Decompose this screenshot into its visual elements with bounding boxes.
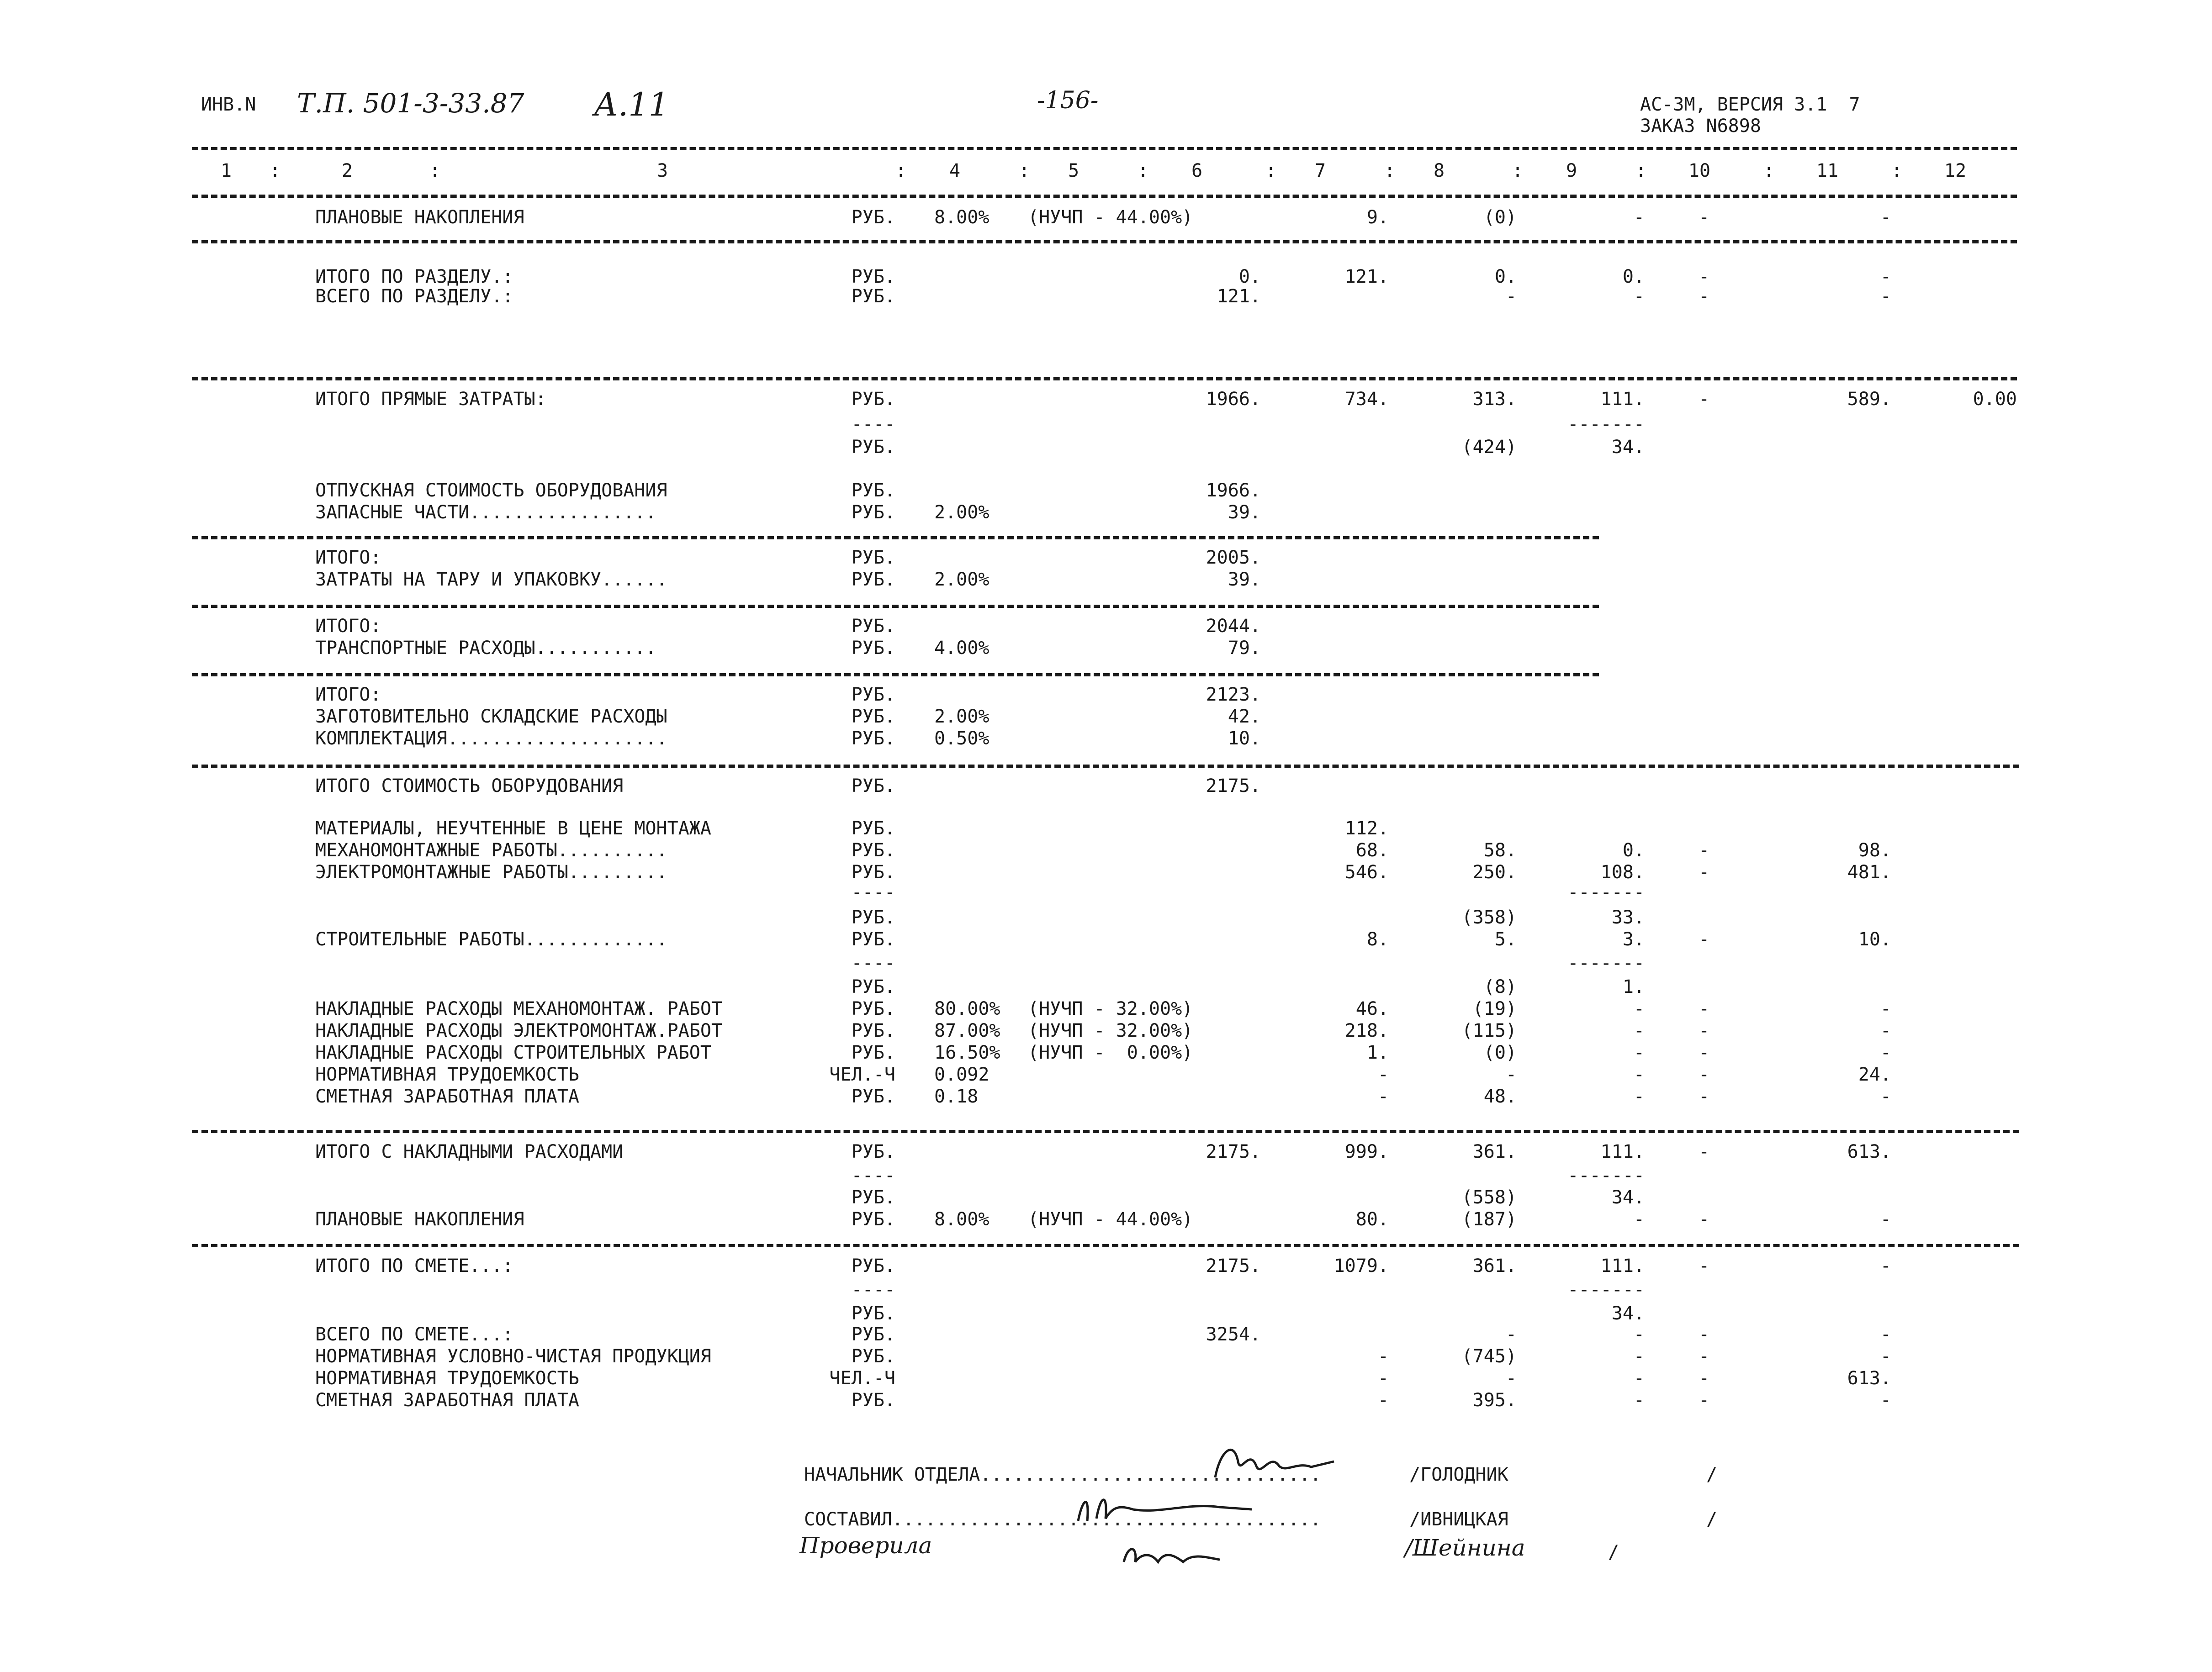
row-percent: 0.092: [934, 1064, 990, 1085]
checked-by-label: Проверила: [799, 1532, 932, 1559]
row-col11-value: 481.: [1847, 862, 1891, 883]
order-number: ЗАКАЗ N6898: [1640, 116, 1761, 137]
row-col9-value: -------: [1567, 1279, 1645, 1300]
column-header-5: 5: [1068, 160, 1080, 181]
row-col11-value: 613.: [1847, 1141, 1891, 1162]
row-unit: РУБ.: [851, 1303, 895, 1324]
row-col11-value: 10.: [1858, 929, 1891, 950]
row-col8-value: 0.: [1494, 266, 1517, 287]
column-header-12: 12: [1944, 160, 1967, 181]
column-separator: :: [895, 160, 907, 181]
row-col9-value: -: [1633, 207, 1645, 228]
row-col11-value: -: [1880, 998, 1891, 1019]
row-unit: РУБ.: [851, 1042, 895, 1063]
column-separator: :: [1138, 160, 1149, 181]
row-col10-value: -: [1698, 1368, 1710, 1389]
row-col8-value: -: [1505, 1368, 1517, 1389]
row-col7-value: -: [1377, 1064, 1389, 1085]
row-col9-value: -------: [1567, 953, 1645, 974]
row-col10-value: -: [1698, 1209, 1710, 1230]
row-col9-value: 34.: [1611, 437, 1645, 458]
section-separator: [192, 605, 1599, 608]
row-label: ЭЛЕКТРОМОНТАЖНЫЕ РАБОТЫ.........: [315, 862, 667, 883]
row-col10-value: -: [1698, 1064, 1710, 1085]
head-of-department-line: НАЧАЛЬНИК ОТДЕЛА...............................: [804, 1464, 1321, 1485]
row-unit: РУБ.: [851, 266, 895, 287]
checked-by-name: /Шейнина: [1405, 1535, 1525, 1561]
row-label: ЗАПАСНЫЕ ЧАСТИ.................: [315, 502, 656, 523]
column-separator: :: [1019, 160, 1030, 181]
row-col9-value: -: [1633, 1086, 1645, 1107]
column-separator: :: [1384, 160, 1396, 181]
row-col6-value: 0.: [1238, 266, 1261, 287]
row-col6-value: 2175.: [1206, 1141, 1261, 1162]
row-col6-value: 1966.: [1206, 480, 1261, 501]
row-col6-value: 10.: [1228, 728, 1261, 749]
row-col11-value: 98.: [1858, 840, 1891, 861]
row-col6-value: 79.: [1228, 638, 1261, 659]
row-unit: РУБ.: [851, 437, 895, 458]
row-col8-value: (745): [1461, 1346, 1517, 1367]
row-label: ИТОГО ПРЯМЫЕ ЗАТРАТЫ:: [315, 389, 546, 410]
row-unit: ----: [851, 1165, 895, 1186]
row-col11-value: 589.: [1847, 389, 1891, 410]
row-basis: (НУЧП - 44.00%): [1028, 207, 1193, 228]
row-col6-value: 39.: [1228, 569, 1261, 590]
row-col6-value: 121.: [1217, 286, 1261, 307]
row-label: ИТОГО:: [315, 684, 381, 705]
row-col8-value: (0): [1483, 207, 1517, 228]
row-col8-value: 395.: [1472, 1390, 1517, 1411]
row-basis: (НУЧП - 44.00%): [1028, 1209, 1193, 1230]
column-header-10: 10: [1688, 160, 1711, 181]
row-col9-value: -: [1633, 1324, 1645, 1345]
row-col10-value: -: [1698, 266, 1710, 287]
row-label: НАКЛАДНЫЕ РАСХОДЫ СТРОИТЕЛЬНЫХ РАБОТ: [315, 1042, 711, 1063]
row-unit: ----: [851, 953, 895, 974]
row-col11-value: 24.: [1858, 1064, 1891, 1085]
row-col10-value: -: [1698, 286, 1710, 307]
row-col7-value: 1079.: [1334, 1255, 1389, 1276]
column-separator: :: [1265, 160, 1277, 181]
header-rule-bottom: [192, 195, 2017, 198]
row-col10-value: -: [1698, 1042, 1710, 1063]
row-percent: 8.00%: [934, 1209, 990, 1230]
row-col6-value: 2175.: [1206, 775, 1261, 796]
section-separator: [192, 765, 2019, 768]
row-label: ИТОГО ПО РАЗДЕЛУ.:: [315, 266, 513, 287]
row-unit: РУБ.: [851, 1020, 895, 1041]
row-col8-value: 58.: [1483, 840, 1517, 861]
row-col8-value: -: [1505, 1324, 1517, 1345]
column-separator: :: [270, 160, 281, 181]
column-header-9: 9: [1566, 160, 1577, 181]
row-col8-value: (187): [1461, 1209, 1517, 1230]
compiled-by-name: /ИВНИЦКАЯ: [1409, 1509, 1508, 1530]
row-col8-value: 361.: [1472, 1141, 1517, 1162]
row-col9-value: 111.: [1600, 1141, 1645, 1162]
row-percent: 0.50%: [934, 728, 990, 749]
row-col9-value: 0.: [1622, 840, 1645, 861]
row-col10-value: -: [1698, 1255, 1710, 1276]
row-col11-value: -: [1880, 286, 1891, 307]
row-col9-value: -------: [1567, 414, 1645, 435]
row-col10-value: -: [1698, 1346, 1710, 1367]
row-unit: ЧЕЛ.-Ч: [829, 1064, 895, 1085]
row-percent: 87.00%: [934, 1020, 1000, 1041]
row-basis: (НУЧП - 32.00%): [1028, 1020, 1193, 1041]
row-col11-value: -: [1880, 1324, 1891, 1345]
row-col9-value: -: [1633, 286, 1645, 307]
row-col6-value: 2175.: [1206, 1255, 1261, 1276]
row-col9-value: -: [1633, 1390, 1645, 1411]
column-separator: :: [1512, 160, 1524, 181]
row-col10-value: -: [1698, 1324, 1710, 1345]
row-col7-value: -: [1377, 1086, 1389, 1107]
row-col8-value: (0): [1483, 1042, 1517, 1063]
row-label: СМЕТНАЯ ЗАРАБОТНАЯ ПЛАТА: [315, 1086, 579, 1107]
row-col7-value: 546.: [1344, 862, 1389, 883]
row-label: ПЛАНОВЫЕ НАКОПЛЕНИЯ: [315, 1209, 524, 1230]
row-col11-value: -: [1880, 1042, 1891, 1063]
row-col9-value: 108.: [1600, 862, 1645, 883]
row-basis: (НУЧП - 32.00%): [1028, 998, 1193, 1019]
row-label: ИТОГО:: [315, 547, 381, 568]
section-separator: [192, 377, 2017, 380]
row-col8-value: -: [1505, 1064, 1517, 1085]
row-label: ЗАГОТОВИТЕЛЬНО СКЛАДСКИЕ РАСХОДЫ: [315, 706, 667, 727]
row-unit: РУБ.: [851, 502, 895, 523]
section-separator: [192, 240, 2017, 243]
row-unit: РУБ.: [851, 1390, 895, 1411]
row-col6-value: 39.: [1228, 502, 1261, 523]
row-col8-value: (424): [1461, 437, 1517, 458]
row-col7-value: -: [1377, 1346, 1389, 1367]
row-basis: (НУЧП - 0.00%): [1028, 1042, 1193, 1063]
row-col11-value: -: [1880, 1086, 1891, 1107]
row-col10-value: -: [1698, 998, 1710, 1019]
row-unit: ----: [851, 414, 895, 435]
row-unit: РУБ.: [851, 638, 895, 659]
row-col9-value: 111.: [1600, 389, 1645, 410]
row-col8-value: (115): [1461, 1020, 1517, 1041]
row-unit: РУБ.: [851, 547, 895, 568]
row-col8-value: (19): [1472, 998, 1517, 1019]
row-label: ИТОГО СТОИМОСТЬ ОБОРУДОВАНИЯ: [315, 775, 624, 796]
row-col8-value: (558): [1461, 1187, 1517, 1208]
row-percent: 2.00%: [934, 502, 990, 523]
row-col10-value: -: [1698, 1390, 1710, 1411]
row-col9-value: 34.: [1611, 1303, 1645, 1324]
row-unit: РУБ.: [851, 569, 895, 590]
compiled-slash: /: [1706, 1509, 1718, 1530]
row-col9-value: 1.: [1622, 976, 1645, 997]
album-number: А.11: [594, 86, 669, 123]
row-col8-value: 361.: [1472, 1255, 1517, 1276]
row-col9-value: 111.: [1600, 1255, 1645, 1276]
row-col7-value: 68.: [1355, 840, 1389, 861]
row-label: СТРОИТЕЛЬНЫЕ РАБОТЫ.............: [315, 929, 667, 950]
row-col8-value: -: [1505, 286, 1517, 307]
row-percent: 0.18: [934, 1086, 979, 1107]
row-percent: 4.00%: [934, 638, 990, 659]
row-label: СМЕТНАЯ ЗАРАБОТНАЯ ПЛАТА: [315, 1390, 579, 1411]
row-col9-value: -------: [1567, 1165, 1645, 1186]
row-unit: РУБ.: [851, 616, 895, 637]
row-col9-value: -: [1633, 998, 1645, 1019]
row-unit: РУБ.: [851, 1255, 895, 1276]
row-unit: РУБ.: [851, 818, 895, 839]
row-unit: РУБ.: [851, 1187, 895, 1208]
section-separator: [192, 1244, 2019, 1247]
row-col9-value: -: [1633, 1064, 1645, 1085]
row-col9-value: 33.: [1611, 907, 1645, 928]
row-unit: РУБ.: [851, 1346, 895, 1367]
row-col10-value: -: [1698, 207, 1710, 228]
section-separator: [192, 673, 1599, 676]
row-unit: РУБ.: [851, 840, 895, 861]
row-unit: РУБ.: [851, 286, 895, 307]
row-col7-value: 121.: [1344, 266, 1389, 287]
row-label: ПЛАНОВЫЕ НАКОПЛЕНИЯ: [315, 207, 524, 228]
row-col9-value: 34.: [1611, 1187, 1645, 1208]
row-col7-value: 112.: [1344, 818, 1389, 839]
compiled-signature: [1069, 1484, 1261, 1535]
row-col11-value: -: [1880, 1020, 1891, 1041]
row-unit: ЧЕЛ.-Ч: [829, 1368, 895, 1389]
row-col6-value: 3254.: [1206, 1324, 1261, 1345]
row-col8-value: 5.: [1494, 929, 1517, 950]
row-unit: РУБ.: [851, 706, 895, 727]
checked-signature: [1115, 1535, 1233, 1576]
row-col8-value: 313.: [1472, 389, 1517, 410]
row-unit: ----: [851, 882, 895, 903]
row-col7-value: 8.: [1366, 929, 1389, 950]
row-col10-value: -: [1698, 1141, 1710, 1162]
row-col11-value: 613.: [1847, 1368, 1891, 1389]
row-unit: РУБ.: [851, 1324, 895, 1345]
program-version: АС-3М, ВЕРСИЯ 3.1 7: [1640, 94, 1860, 115]
row-label: ВСЕГО ПО РАЗДЕЛУ.:: [315, 286, 513, 307]
row-unit: РУБ.: [851, 775, 895, 796]
row-label: НАКЛАДНЫЕ РАСХОДЫ ЭЛЕКТРОМОНТАЖ.РАБОТ: [315, 1020, 723, 1041]
row-col6-value: 42.: [1228, 706, 1261, 727]
row-col10-value: -: [1698, 929, 1710, 950]
compiled-by-line: СОСТАВИЛ.......................................: [804, 1509, 1321, 1530]
section-separator: [192, 536, 1599, 539]
row-percent: 80.00%: [934, 998, 1000, 1019]
row-unit: РУБ.: [851, 389, 895, 410]
row-col6-value: 1966.: [1206, 389, 1261, 410]
column-header-3: 3: [656, 160, 668, 181]
row-col8-value: 48.: [1483, 1086, 1517, 1107]
column-header-2: 2: [341, 160, 353, 181]
head-of-department-name: /ГОЛОДНИК: [1409, 1464, 1508, 1485]
row-col11-value: -: [1880, 1209, 1891, 1230]
column-header-7: 7: [1314, 160, 1326, 181]
row-col7-value: -: [1377, 1368, 1389, 1389]
row-label: ТРАНСПОРТНЫЕ РАСХОДЫ...........: [315, 638, 656, 659]
column-header-6: 6: [1191, 160, 1203, 181]
row-label: НОРМАТИВНАЯ ТРУДОЕМКОСТЬ: [315, 1064, 579, 1085]
row-label: ИТОГО ПО СМЕТЕ...:: [315, 1255, 513, 1276]
inventory-label: ИНВ.N: [201, 94, 256, 115]
row-col12-value: 0.00: [1973, 389, 2017, 410]
row-col11-value: -: [1880, 207, 1891, 228]
row-col7-value: 734.: [1344, 389, 1389, 410]
row-col9-value: 0.: [1622, 266, 1645, 287]
row-unit: РУБ.: [851, 1086, 895, 1107]
row-col10-value: -: [1698, 862, 1710, 883]
row-unit: РУБ.: [851, 207, 895, 228]
row-col7-value: 999.: [1344, 1141, 1389, 1162]
row-percent: 2.00%: [934, 706, 990, 727]
column-header-11: 11: [1816, 160, 1839, 181]
row-col9-value: 3.: [1622, 929, 1645, 950]
row-col10-value: -: [1698, 840, 1710, 861]
header-rule-top: [192, 147, 2017, 150]
row-label: ИТОГО:: [315, 616, 381, 637]
row-unit: РУБ.: [851, 998, 895, 1019]
row-col7-value: 46.: [1355, 998, 1389, 1019]
row-percent: 16.50%: [934, 1042, 1000, 1063]
row-percent: 2.00%: [934, 569, 990, 590]
row-unit: РУБ.: [851, 480, 895, 501]
row-unit: РУБ.: [851, 1141, 895, 1162]
row-unit: РУБ.: [851, 929, 895, 950]
column-separator: :: [429, 160, 441, 181]
row-col10-value: -: [1698, 1086, 1710, 1107]
row-label: КОМПЛЕКТАЦИЯ....................: [315, 728, 667, 749]
row-label: ВСЕГО ПО СМЕТЕ...:: [315, 1324, 513, 1345]
row-unit: РУБ.: [851, 684, 895, 705]
column-header-4: 4: [949, 160, 961, 181]
row-unit: РУБ.: [851, 907, 895, 928]
row-col6-value: 2123.: [1206, 684, 1261, 705]
column-header-1: 1: [220, 160, 232, 181]
row-unit: ----: [851, 1279, 895, 1300]
row-label: НОРМАТИВНАЯ ТРУДОЕМКОСТЬ: [315, 1368, 579, 1389]
project-number: Т.П. 501-3-33.87: [297, 88, 524, 119]
row-unit: РУБ.: [851, 728, 895, 749]
row-col6-value: 2005.: [1206, 547, 1261, 568]
row-col7-value: -: [1377, 1390, 1389, 1411]
row-unit: РУБ.: [851, 976, 895, 997]
checked-slash: /: [1608, 1542, 1619, 1563]
row-col9-value: -: [1633, 1209, 1645, 1230]
column-separator: :: [1635, 160, 1647, 181]
page-number: -156-: [1037, 87, 1099, 114]
row-col8-value: 250.: [1472, 862, 1517, 883]
row-unit: РУБ.: [851, 1209, 895, 1230]
row-label: ИТОГО С НАКЛАДНЫМИ РАСХОДАМИ: [315, 1141, 624, 1162]
row-col10-value: -: [1698, 1020, 1710, 1041]
column-separator: :: [1763, 160, 1775, 181]
row-col7-value: 9.: [1366, 207, 1389, 228]
row-col9-value: -------: [1567, 882, 1645, 903]
row-label: ОТПУСКНАЯ СТОИМОСТЬ ОБОРУДОВАНИЯ: [315, 480, 667, 501]
row-col11-value: -: [1880, 1346, 1891, 1367]
head-signature: [1206, 1434, 1343, 1489]
row-unit: РУБ.: [851, 862, 895, 883]
row-col9-value: -: [1633, 1042, 1645, 1063]
row-col8-value: (358): [1461, 907, 1517, 928]
row-col11-value: -: [1880, 1255, 1891, 1276]
row-label: ЗАТРАТЫ НА ТАРУ И УПАКОВКУ......: [315, 569, 667, 590]
row-col6-value: 2044.: [1206, 616, 1261, 637]
row-percent: 8.00%: [934, 207, 990, 228]
row-col8-value: (8): [1483, 976, 1517, 997]
row-label: МЕХАНОМОНТАЖНЫЕ РАБОТЫ..........: [315, 840, 667, 861]
row-col7-value: 218.: [1344, 1020, 1389, 1041]
row-col7-value: 1.: [1366, 1042, 1389, 1063]
row-col9-value: -: [1633, 1346, 1645, 1367]
section-separator: [192, 1130, 2019, 1133]
row-col9-value: -: [1633, 1020, 1645, 1041]
column-separator: :: [1891, 160, 1903, 181]
row-col10-value: -: [1698, 389, 1710, 410]
row-label: МАТЕРИАЛЫ, НЕУЧТЕННЫЕ В ЦЕНЕ МОНТАЖА: [315, 818, 711, 839]
row-label: НОРМАТИВНАЯ УСЛОВНО-ЧИСТАЯ ПРОДУКЦИЯ: [315, 1346, 711, 1367]
row-col11-value: -: [1880, 1390, 1891, 1411]
row-col9-value: -: [1633, 1368, 1645, 1389]
column-header-8: 8: [1433, 160, 1445, 181]
head-slash: /: [1706, 1464, 1718, 1485]
row-col7-value: 80.: [1355, 1209, 1389, 1230]
row-label: НАКЛАДНЫЕ РАСХОДЫ МЕХАНОМОНТАЖ. РАБОТ: [315, 998, 723, 1019]
row-col11-value: -: [1880, 266, 1891, 287]
